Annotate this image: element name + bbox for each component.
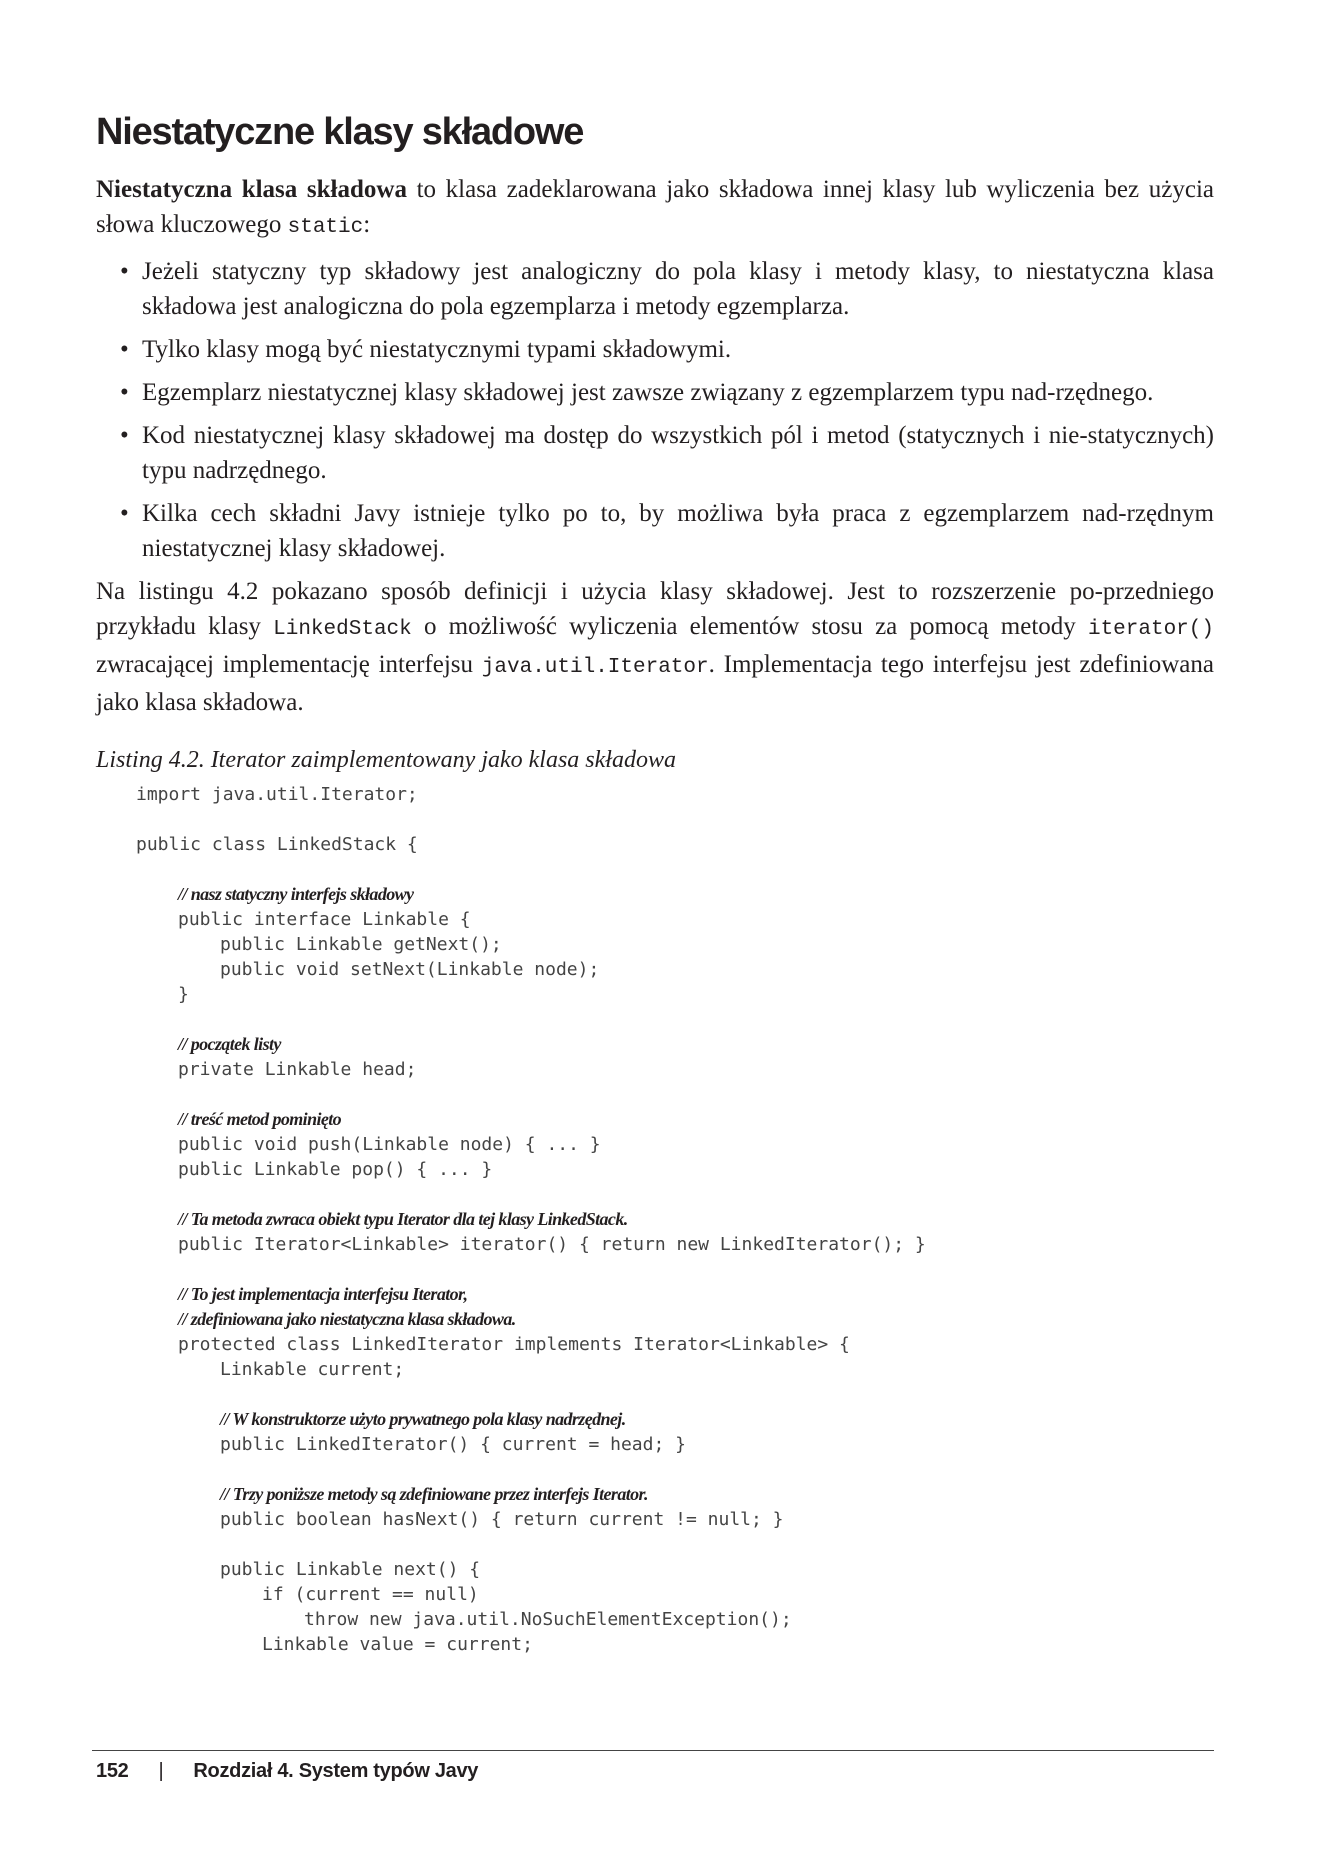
code-blank-line [136, 1257, 1214, 1282]
code-blank-line [136, 1532, 1214, 1557]
page-content [96, 112, 1214, 1657]
code-line: protected class LinkedIterator implements Iterator<Linkable> { [178, 1333, 850, 1355]
code-blank-line [136, 807, 1214, 832]
code-line: public class LinkedStack { [136, 833, 418, 855]
bullet-item [96, 418, 1214, 488]
code-blank-line [136, 1082, 1214, 1107]
code-line: public LinkedIterator() { current = head; } [220, 1433, 686, 1455]
bullet-item [96, 332, 1214, 367]
code-blank-line [136, 857, 1214, 882]
code-comment: // treść metod pominięto [178, 1108, 342, 1129]
para-text: zwracającej implementację interfejsu [96, 650, 482, 678]
intro-keyword: static [287, 215, 364, 239]
inline-code: java.util.Iterator [481, 655, 709, 679]
code-line: public Linkable getNext(); [220, 933, 502, 955]
code-line: private Linkable head; [178, 1058, 417, 1080]
bullet-text: Kilka cech składni Javy istnieje tylko po to, by możliwa była praca z egzemplarzem nad-rzędnym niestatycznej klasy składowej. [142, 499, 1214, 562]
bullet-dot-icon: • [120, 257, 129, 285]
code-line: Linkable value = current; [262, 1633, 533, 1655]
footer-rule [92, 1750, 1214, 1751]
code-comment: // nasz statyczny interfejs składowy [178, 883, 414, 904]
code-line: public Linkable pop() { ... } [178, 1158, 493, 1180]
code-line: throw new java.util.NoSuchElementException(); [304, 1608, 792, 1630]
code-line: public void setNext(Linkable node); [220, 958, 600, 980]
code-blank-line [136, 1457, 1214, 1482]
footer-separator: | [158, 1760, 164, 1782]
bullet-item [96, 375, 1214, 410]
code-comment: // Trzy poniższe metody są zdefiniowane przez interfejs Iterator. [220, 1483, 648, 1504]
chapter-title: Rozdział 4. System typów Javy [193, 1760, 479, 1782]
bullet-dot-icon: • [120, 335, 129, 363]
code-line: public void push(Linkable node) { ... } [178, 1133, 601, 1155]
code-line: } [178, 983, 189, 1005]
bullet-text: Egzemplarz niestatycznej klasy składowej jest zawsze związany z egzemplarzem typu nad-rzędnego. [142, 378, 1154, 406]
listing-intro-paragraph [96, 574, 1214, 720]
para-text: o możliwość wyliczenia elementów stosu za pomocą metody [411, 612, 1088, 640]
code-blank-line [136, 1382, 1214, 1407]
code-line: import java.util.Iterator; [136, 783, 418, 805]
bullet-dot-icon: • [120, 499, 129, 527]
code-listing [136, 782, 1214, 1657]
intro-paragraph [96, 172, 1214, 245]
code-line: if (current == null) [262, 1583, 479, 1605]
section-heading: Niestatyczne klasy składowe [96, 111, 584, 153]
code-line: public boolean hasNext() { return current != null; } [220, 1508, 784, 1530]
bullet-text: Kod niestatycznej klasy składowej ma dostęp do wszystkich pól i metod (statycznych i nie-statycznych) typu nadrzędnego. [142, 421, 1214, 484]
bullet-dot-icon: • [120, 378, 129, 406]
intro-end: : [363, 210, 371, 238]
inline-code: LinkedStack [273, 617, 412, 641]
bullet-dot-icon: • [120, 421, 129, 449]
para-text: . Implementacja tego interfejsu jest zdefiniowana jako klasa składowa. [96, 650, 1215, 716]
code-comment: // To jest implementacja interfejsu Iterator, [178, 1283, 468, 1304]
code-line: public Linkable next() { [220, 1558, 481, 1580]
bullet-item [96, 496, 1214, 566]
code-blank-line [136, 1182, 1214, 1207]
code-line: Linkable current; [220, 1358, 405, 1380]
code-comment: // W konstruktorze użyto prywatnego pola klasy nadrzędnej. [220, 1408, 626, 1429]
listing-caption: Listing 4.2. Iterator zaimplementowany jako klasa składowa [96, 746, 676, 773]
bullet-text: Jeżeli statyczny typ składowy jest analogiczny do pola klasy i metody klasy, to niestatyczna klasa składowa jest analogiczna do pola egzemplarza i metody egzemplarza. [142, 257, 1214, 320]
code-blank-line [136, 1007, 1214, 1032]
code-comment: // początek listy [178, 1033, 281, 1054]
intro-term: Niestatyczna klasa składowa [96, 175, 407, 203]
intro-text: to klasa zadeklarowana jako składowa innej klasy lub wyliczenia bez użycia słowa kluczowego [96, 175, 1214, 238]
bullet-text: Tylko klasy mogą być niestatycznymi typami składowymi. [142, 335, 732, 363]
inline-code: iterator() [1087, 617, 1214, 641]
code-line: public Iterator<Linkable> iterator() { return new LinkedIterator(); } [178, 1233, 926, 1255]
para-text: Na listingu 4.2 pokazano sposób definicji i użycia klasy składowej. Jest to rozszerzenie po-przedniego przykładu klasy [96, 577, 1214, 640]
bullet-list [96, 254, 1214, 566]
bullet-item [96, 254, 1214, 324]
code-comment: // Ta metoda zwraca obiekt typu Iterator dla tej klasy LinkedStack. [178, 1208, 628, 1229]
code-line: public interface Linkable { [178, 908, 471, 930]
code-comment: // zdefiniowana jako niestatyczna klasa składowa. [178, 1308, 516, 1329]
page-footer [96, 1760, 478, 1783]
page-number: 152 [96, 1760, 129, 1782]
